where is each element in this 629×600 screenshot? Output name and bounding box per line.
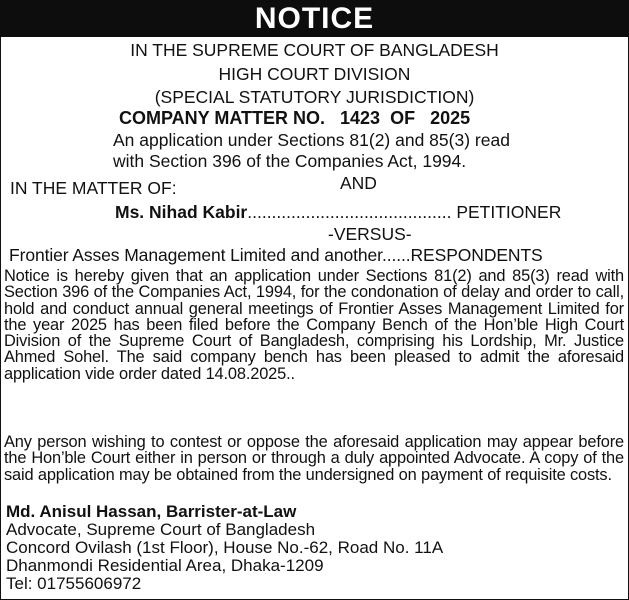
signatory-name: Md. Anisul Hassan, Barrister-at-Law	[6, 502, 297, 521]
signatory-address-line2: Dhanmondi Residential Area, Dhaka-1209	[6, 556, 324, 575]
notice-paragraph-1: Notice is hereby given that an application under Sections 81(2) and 85(3) read with Section 396 of the Companies Act, 1994, for the condonation of delay and order to call, hold and conduct annual general meetings of Frontier Asses Management Limited for the year 2025 has been filed before the Company Bench of the Hon’ble High Court Division of the Supreme Court of Bangladesh, comprising his Lordship, Mr. Justice Ahmed Sohel. The said company bench has been pleased to admit the aforesaid application vide order dated 14.08.2025..	[4, 267, 624, 383]
application-description-line2: with Section 396 of the Companies Act, 1994.	[113, 151, 467, 171]
petitioner-name: Ms. Nihad Kabir	[115, 202, 248, 222]
notice-paragraph-2: Any person wishing to contest or oppose the aforesaid application may appear before the Hon’ble Court either in person or through a duly appointed Advocate. A copy of the said application may be obtained from the undersigned on payment of requisite costs.	[4, 433, 624, 484]
petitioner-line	[115, 202, 561, 222]
application-description-line1: An application under Sections 81(2) and 85(3) read	[113, 130, 510, 150]
signatory-telephone: Tel: 01755606972	[6, 574, 142, 593]
and-label: AND	[340, 173, 377, 193]
court-name: IN THE SUPREME COURT OF BANGLADESH	[130, 40, 499, 60]
court-jurisdiction: (SPECIAL STATUTORY JURISDICTION)	[154, 87, 475, 107]
notice-title: NOTICE	[254, 2, 375, 35]
signatory-title: Advocate, Supreme Court of Bangladesh	[6, 520, 316, 539]
company-matter-of: OF	[390, 108, 416, 128]
respondents-line: Frontier Asses Management Limited and another......RESPONDENTS	[9, 245, 543, 265]
versus-label: -VERSUS-	[328, 224, 412, 244]
petitioner-label: PETITIONER	[451, 202, 562, 222]
company-matter-heading	[119, 108, 470, 128]
company-matter-year: 2025	[430, 108, 471, 128]
in-the-matter-of-label: IN THE MATTER OF:	[10, 178, 177, 198]
signatory-address-line1: Concord Ovilash (1st Floor), House No.-62, Road No. 11A	[6, 538, 444, 557]
court-division: HIGH COURT DIVISION	[218, 64, 411, 84]
notice-header-bar	[0, 0, 629, 37]
petitioner-dots: ..........................................	[247, 202, 452, 222]
company-matter-label: COMPANY MATTER NO.	[119, 108, 325, 128]
company-matter-number: 1423	[340, 108, 381, 128]
